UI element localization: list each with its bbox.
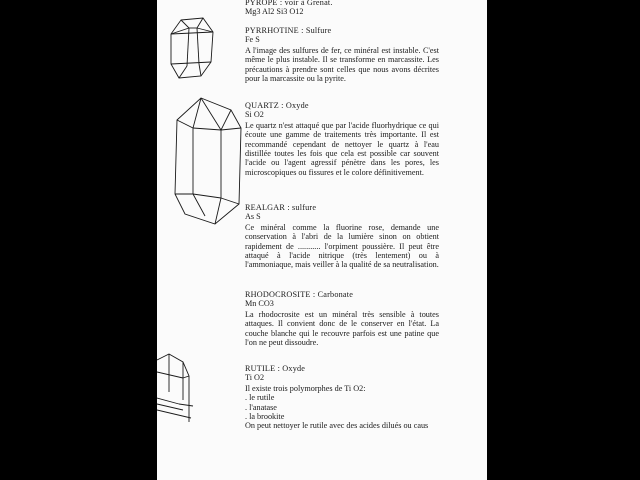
mineral-class: : Carbonate: [312, 290, 354, 299]
entry-description: La rhodocrosite est un minéral très sensible à toutes attaques. Il convient donc de le conserver en l'état. La couche blanche qui le recouvre parfois est une patine que l'on ne peut dissoudre.: [245, 309, 439, 348]
mineral-name: RHODOCROSITE: [245, 290, 311, 299]
chemical-formula: Mn CO3: [245, 299, 274, 309]
entry-title: [245, 0, 439, 7]
document-page: [157, 0, 487, 480]
list-item: . l'anatase: [245, 402, 277, 412]
chemical-formula: Ti O2: [245, 373, 265, 383]
mineral-class: : voir à Grenat.: [279, 0, 333, 7]
mineral-name: RUTILE: [245, 364, 276, 373]
chemical-formula: Si O2: [245, 110, 264, 120]
mineral-class: : Sulfure: [301, 26, 332, 35]
entry-rhodocrosite: [245, 290, 439, 347]
entry-title: [245, 26, 439, 35]
entry-title: [245, 290, 439, 299]
entry-title: [245, 203, 439, 212]
entry-realgar: [245, 203, 439, 270]
chemical-formula: Mg3 Al2 Si3 O12: [245, 7, 304, 17]
mineral-name: PYROPE: [245, 0, 278, 7]
chemical-formula: As S: [245, 212, 261, 222]
mineral-name: PYRRHOTINE: [245, 26, 299, 35]
entry-pyrrhotine: [245, 26, 439, 83]
entry-description: A l'image des sulfures de fer, ce minéral est instable. C'est même le plus instable. Il se transforme en marcassite. Les précautions à prendre sont celles que nous avons décrites pour la marcassite ou la pyrite.: [245, 45, 439, 84]
mineral-name: QUARTZ: [245, 101, 279, 110]
entry-description: On peut nettoyer le rutile avec des acides dilués ou caus: [245, 421, 429, 431]
entry-pyrope: [245, 0, 439, 18]
entry-description: Le quartz n'est attaqué que par l'acide fluorhydrique ce qui écoute une gamme de traitements très importante. Il est recommandé cependant de nettoyer le quartz à l'eau distillée toutes les fois que cela est possible car souvent l'acide ou l'agent agressif pénètre dans les pores, les microscopiques ou fissures et le colore définitivement.: [245, 120, 439, 177]
mineral-name: REALGAR: [245, 203, 286, 212]
list-item: . la brookite: [245, 412, 285, 422]
chemical-formula: Fe S: [245, 35, 260, 45]
pyrrhotine-crystal-drawing: [167, 14, 219, 82]
entry-title: [245, 101, 439, 110]
entry-quartz: [245, 101, 439, 177]
entry-description: Ce minéral comme la fluorine rose, demande une conservation à l'abri de la lumière sinon on obtient rapidement de ........... l'orpiment poussière. Il peut être attaqué à l'acide nitrique (très lentement) ou à l'ammoniaque, mais veiller à la qualité de sa neutralisation.: [245, 222, 439, 270]
mineral-class: : sulfure: [287, 203, 317, 212]
entry-rutile: [245, 364, 439, 431]
polymorph-list: [245, 393, 439, 421]
entry-intro: Il existe trois polymorphes de Ti O2:: [245, 383, 366, 393]
entry-title: [245, 364, 439, 373]
quartz-crystal-drawing: [171, 94, 247, 228]
list-item: . le rutile: [245, 393, 275, 403]
mineral-class: : Oxyde: [281, 101, 309, 110]
rutile-crystal-drawing: [157, 352, 197, 432]
mineral-class: : Oxyde: [277, 364, 306, 373]
